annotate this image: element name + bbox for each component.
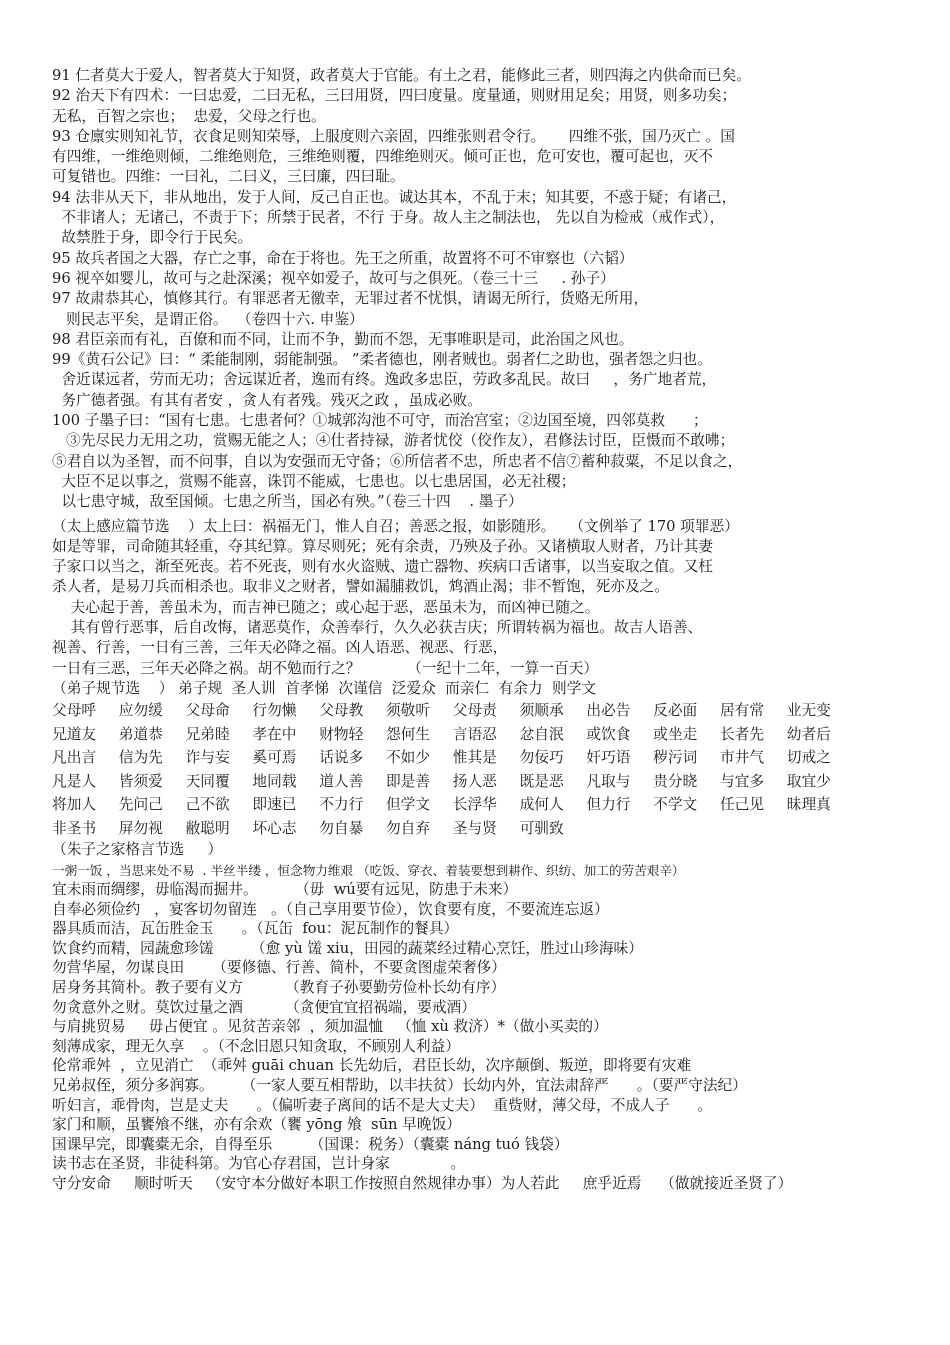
dizigui-phrase: 长者先: [719, 725, 765, 743]
dizigui-phrase: 或饮食: [586, 725, 631, 743]
dizigui-phrase: 取宜少: [786, 772, 831, 790]
text-line: 刻薄成家，理无久享 。（不念旧恩只知贪取，不顾别人利益）: [52, 1037, 460, 1055]
text-line: 以七患守城，敌至国倾。七患之所当，国必有殃。”（卷三十四 . 墨子）: [52, 493, 523, 511]
dizigui-phrase: 切戒之: [786, 749, 831, 767]
document-page: [52, 66, 920, 1194]
text-line: 与肩挑贸易 毋占便宜 。见贫苦亲邻 ，须加温恤 （恤 xù 救济）*（做小买卖的）: [52, 1018, 608, 1036]
ganying-section: [52, 517, 920, 679]
text-line: 视善、行善，一日有三善，三年天必降之福。凶人语恶、视恶、行恶，: [52, 639, 508, 657]
dizigui-phrase: 不如少: [385, 749, 431, 767]
text-line: 则民志平矣，是谓正俗。 （卷四十六. 申鉴）: [52, 310, 364, 328]
text-line: 自奉必须俭约 ，宴客切勿留连 。（自己享用要节俭），饮食要有度，不要流连忘返）: [52, 900, 609, 918]
text-line: 100 子墨子曰：“国有七患。七患者何？①城郭沟池不可守，而治宫室；②边国至境，四邻莫救 ；: [52, 412, 708, 430]
dizigui-phrase: 父母命: [185, 702, 230, 720]
dizigui-phrase: 既是恶: [519, 772, 564, 790]
dizigui-phrase: 父母责: [452, 702, 497, 720]
dizigui-phrase: 不力行: [319, 796, 364, 814]
text-line: 无私，百智之宗也； 忠爱，父母之行也。: [52, 107, 326, 125]
dizigui-phrase: 出必告: [586, 702, 631, 720]
dizigui-phrase: 先问己: [118, 796, 163, 814]
text-line: 93 仓廪实则知礼节，衣食足则知荣辱，上服度则六亲固，四维张则君令行。 四维不张，国乃灭亡 。国: [52, 127, 735, 145]
dizigui-phrase: 勿自暴: [319, 819, 364, 837]
text-line: ③先尽民力无用之功，赏赐无能之人；④仕者持禄，游者忧佼（佼作友），君修法讨臣，臣慑而不敢咈；: [52, 432, 735, 450]
dizigui-phrase: 与宜多: [719, 772, 765, 790]
dizigui-phrase: 忿自泯: [519, 725, 564, 743]
text-line: 大臣不足以事之，赏赐不能喜，诛罚不能威，七患也。以七患居国，必无社稷；: [52, 472, 576, 490]
dizigui-phrase: 凡出言: [52, 749, 97, 767]
text-line: 97 故肃恭其心，慎修其行。有罪恶者无徼幸，无罪过者不忧惧，请谒无所行，货赂无所用，: [52, 290, 649, 308]
dizigui-phrase: 须敬听: [385, 702, 431, 720]
dizigui-phrase: 地同载: [252, 772, 297, 790]
text-line: 92 治天下有四术：一曰忠爱，二曰无私，三曰用贤，四曰度量。度量通，则财用足矣；用贤，则多功矣；: [52, 87, 737, 105]
dizigui-phrase: 非圣书: [52, 819, 97, 837]
text-line: 饮食约而精，园蔬愈珍馐 （愈 yù 馐 xiu，田园的蔬菜经过精心烹饪，胜过山珍海味）: [52, 939, 643, 957]
dizigui-phrase: 坏心志: [252, 819, 297, 837]
dizigui-phrase: 兄弟睦: [185, 725, 230, 743]
dizigui-phrase: 秽污词: [653, 749, 698, 767]
text-line: 家门和顺，虽饔飧不继，亦有余欢（饔 yōng 飧 sūn 早晚饭）: [52, 1116, 461, 1134]
text-line: 听妇言，乖骨肉，岂是丈夫 。（偏听妻子离间的话不是大丈夫） 重赀财，薄父母，不成人子 。: [52, 1096, 713, 1114]
zhuzi-section: [52, 861, 920, 1194]
dizigui-grid: [52, 699, 920, 840]
dizigui-phrase: 凡是人: [52, 772, 97, 790]
dizigui-phrase: 昧理真: [786, 796, 831, 814]
text-line: 不非诸人；无诸己，不责于下；所禁于民者，不行 于身。故人主之制法也， 先以自为检戒（戒作式），: [52, 209, 725, 227]
text-line: 国课早完，即囊橐无余，自得至乐 （国课：税务）（囊橐 náng tuó 钱袋）: [52, 1135, 569, 1153]
dizigui-phrase: 凡取与: [586, 772, 631, 790]
dizigui-phrase: 将加人: [52, 796, 97, 814]
zhuzi-header: （朱子之家格言节选 ）: [52, 841, 223, 859]
text-line: 有四维，一维绝则倾，二维绝则危，三维绝则覆，四维绝则灭。倾可正也，危可安也，覆可起也，灭不: [52, 148, 713, 166]
text-line: 其有曾行恶事，后自改悔，诸恶莫作，众善奉行，久久必获吉庆；所谓转祸为福也。故吉人语善、: [52, 619, 703, 637]
dizigui-phrase: 市井气: [719, 749, 765, 767]
dizigui-phrase: 即是善: [385, 772, 431, 790]
text-line: 器具质而洁，瓦缶胜金玉 。（瓦缶 fou：泥瓦制作的餐具）: [52, 920, 459, 938]
dizigui-phrase: 道人善: [319, 772, 364, 790]
dizigui-phrase: 财物轻: [319, 725, 364, 743]
dizigui-phrase: 可驯致: [519, 819, 564, 837]
dizigui-phrase: 反必面: [653, 702, 698, 720]
dizigui-phrase: 不学文: [653, 796, 698, 814]
text-line: 95 故兵者国之大器，存亡之事，命在于将也。先王之所重，故置将不可不审察也（六韬）: [52, 249, 634, 267]
dizigui-phrase: 扬人恶: [452, 772, 497, 790]
dizigui-phrase: 奚可焉: [252, 749, 297, 767]
dizigui-phrase: 怨何生: [385, 725, 431, 743]
dizigui-phrase: 孝在中: [252, 725, 297, 743]
dizigui-phrase: 贵分晓: [653, 772, 698, 790]
dizigui-phrase: 或坐走: [653, 725, 698, 743]
dizigui-phrase: 成何人: [519, 796, 564, 814]
text-line: 可复错也。四维：一曰礼，二曰义，三曰廉，四曰耻。: [52, 168, 405, 186]
dizigui-header: （弟子规节选 ） 弟子规 圣人训 首孝悌 次谨信 泛爱众 而亲仁 有余力 则学文: [52, 679, 597, 697]
text-line: 如是等罪，司命随其轻重，夺其纪算。算尽则死；死有余责，乃殃及子孙。又诸横取人财者，乃计其妻: [52, 537, 713, 555]
dizigui-phrase: 弟道恭: [118, 725, 163, 743]
text-line: 务广德者强。有其有者安 ，贪人有者残。残灭之政 ，虽成必败。: [52, 391, 482, 409]
dizigui-phrase: 勿自弃: [385, 819, 431, 837]
text-line: ⑤君自以为圣智，而不问事，自以为安强而无守备；⑥所信者不忠，所忠者不信⑦蓄种菽粟，不足以食之，: [52, 452, 743, 470]
text-line: 子家口以当之，渐至死丧。若不死丧，则有水火盗贼、遗亡器物、疾病口舌诸事，以当妄取之值。又枉: [52, 558, 713, 576]
dizigui-phrase: 敝聪明: [185, 819, 230, 837]
text-line: 夫心起于善，善虽未为，而吉神已随之；或心起于恶，恶虽未为，而凶神已随之。: [52, 598, 600, 616]
dizigui-phrase: 业无变: [786, 702, 831, 720]
dizigui-phrase: 任己见: [719, 796, 765, 814]
dizigui-phrase: 话说多: [319, 749, 364, 767]
dizigui-phrase: 圣与贤: [452, 819, 497, 837]
dizigui-phrase: 即速已: [252, 796, 297, 814]
dizigui-phrase: 但学文: [385, 796, 431, 814]
dizigui-phrase: 父母教: [319, 702, 364, 720]
text-line: 勿贪意外之财。莫饮过量之酒 （贪便宜宜招祸端，要戒酒）: [52, 998, 476, 1016]
dizigui-phrase: 长浮华: [452, 796, 497, 814]
dizigui-phrase: 父母呼: [52, 702, 97, 720]
dizigui-phrase: 勿佞巧: [519, 749, 564, 767]
dizigui-phrase: 应勿缓: [118, 702, 163, 720]
text-line: 勿营华屋，勿谋良田 （要修德、行善、简朴，不要贪图虚荣奢侈）: [52, 959, 506, 977]
dizigui-phrase: 居有常: [719, 702, 765, 720]
dizigui-phrase: 天同覆: [185, 772, 230, 790]
text-line: 99《黄石公记》曰：“ 柔能制刚，弱能制强。 ”柔者德也，刚者贼也。弱者仁之助也，强者怨之归也。: [52, 351, 712, 369]
text-line: 96 视卒如婴儿，故可与之赴深溪；视卒如爱子，故可与之俱死。（卷三十三 . 孙子）: [52, 269, 615, 287]
text-line: 兄弟叔侄，须分多润寡。 （一家人要互相帮助，以丰扶贫）长幼内外，宜法肃辞严 。（要严守法纪）: [52, 1077, 747, 1095]
text-line: 94 法非从天下，非从地出，发于人间，反己自正也。诚达其本，不乱于末；知其要，不惑于疑；有诸己，: [52, 188, 737, 206]
dizigui-phrase: 行勿懒: [252, 702, 297, 720]
dizigui-phrase: 幼者后: [786, 725, 831, 743]
dizigui-phrase: 但力行: [586, 796, 631, 814]
dizigui-phrase: 皆须爱: [118, 772, 163, 790]
text-line: 居身务其简朴。教子要有义方 （教育子孙要勤劳俭朴长幼有序）: [52, 979, 506, 997]
text-line: 杀人者，是易刀兵而相杀也。取非义之财者，譬如漏脯救饥，鸩酒止渴；非不暂饱，死亦及之。: [52, 578, 669, 596]
text-line: 91 仁者莫大于爱人，智者莫大于知贤，政者莫大于官能。有土之君，能修此三者，则四海之内供命而已矣。: [52, 67, 751, 84]
quotes-section: [52, 66, 920, 513]
dizigui-phrase: 己不欲: [185, 796, 230, 814]
text-line: 舍近谋远者，劳而无功；舍远谋近者，逸而有终。逸政多忠臣，劳政多乱民。故曰 ，务广地者荒，: [52, 371, 717, 389]
dizigui-phrase: 惟其是: [452, 749, 497, 767]
text-line: 宜未雨而绸缪，毋临渴而掘井。 （毋 wú要有远见，防患于未来）: [52, 881, 518, 899]
text-line: 一日有三恶，三年天必降之祸。胡不勉而行之？ （一纪十二年，一算一百天）: [52, 659, 599, 677]
dizigui-phrase: 须顺承: [519, 702, 564, 720]
text-line: 一粥一饭 ，当思来处不易 . 半丝半缕 ，恒念物力维艰 （吃饭、穿衣、着装要想到耕作、织纺、加工的劳苦艰辛）: [52, 862, 685, 878]
dizigui-phrase: 屏勿视: [118, 819, 163, 837]
text-line: （太上感应篇节选 ）太上曰：祸福无门，惟人自召；善恶之报，如影随形。 （文例举了 170 项罪恶）: [52, 517, 739, 535]
text-line: 读书志在圣贤，非徒科第。为官心存君国，岂计身家 。: [52, 1155, 466, 1173]
text-line: 98 君臣亲而有礼，百僚和而不同，让而不争，勤而不怨，无事唯职是司，此治国之风也。: [52, 330, 634, 348]
dizigui-phrase: 兄道友: [52, 725, 97, 743]
dizigui-phrase: 信为先: [118, 749, 163, 767]
dizigui-phrase: 诈与妄: [185, 749, 230, 767]
text-line: 故禁胜于身，即令行于民矣。: [52, 229, 253, 247]
text-line: 伦常乖舛 ，立见消亡 （乖舛 guāi chuan 长先幼后，君臣长幼，次序颠倒、叛逆，即将要有灾难: [52, 1057, 692, 1075]
dizigui-phrase: 奸巧语: [586, 749, 631, 767]
dizigui-phrase: 言语忍: [452, 725, 497, 743]
text-line: 守分安命 顺时听天 （安守本分做好本职工作按照自然规律办事）为人若此 庶乎近焉 （做就接近圣贤了）: [52, 1175, 793, 1192]
